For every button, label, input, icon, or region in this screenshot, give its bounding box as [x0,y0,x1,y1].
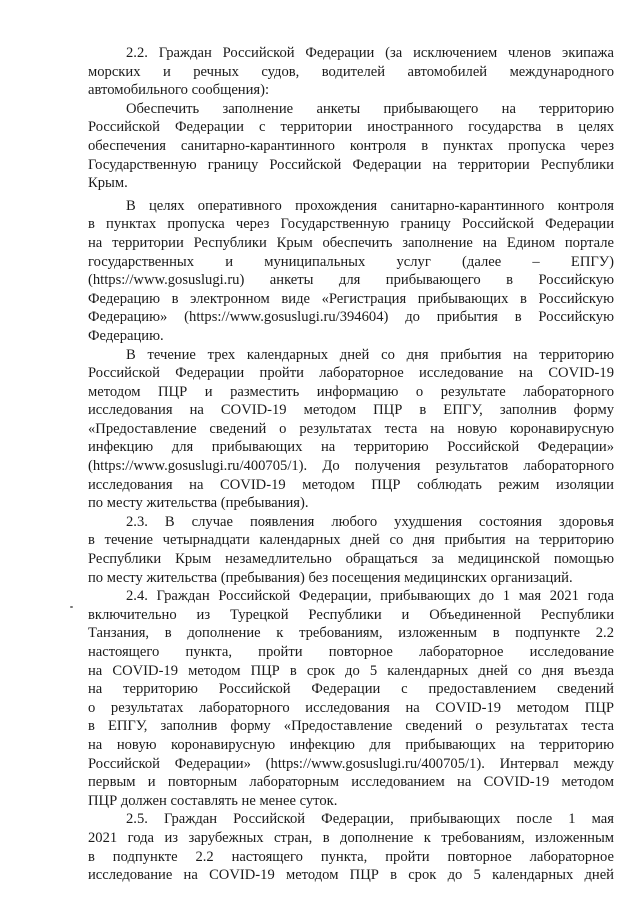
text-line: государственных и муниципальных услуг (далее – ЕПГУ) [88,253,614,270]
paragraph-2-3 [88,513,614,587]
text-line: исследования на COVID-19 методом ПЦР в ЕПГУ, заполнив форму [88,402,614,419]
text-line: включительно из Турецкой Республики и Объединенной Республики [88,606,614,623]
text-line: В целях оперативного прохождения санитарно-карантинного контроля [126,197,614,214]
text-line: Российской Федерации» (https://www.gosuslugi.ru/400705/1). Интервал между [88,755,614,772]
text-line: Федерацию» (https://www.gosuslugi.ru/394604) до прибытия в Российскую [88,309,614,326]
paragraph-epgu-registration [88,197,614,346]
text-line: первым и повторным лабораторным исследованием на COVID-19 методом [88,774,614,791]
text-line: Российской Федерации пройти лабораторное исследование на COVID-19 [88,365,614,382]
text-line: Республики Крым незамедлительно обращаться за медицинской помощью [88,551,614,568]
paragraph-anketa [88,100,614,193]
text-line: 2.2. Граждан Российской Федерации (за исключением членов экипажа [126,45,614,61]
paragraph-2-4 [88,587,614,810]
text-line: по месту жительства (пребывания). [88,495,309,512]
text-line: Государственную границу Российской Федерации на территории Республики [88,156,614,173]
text-line: на территорию Российской Федерации с предоставлением сведений [88,681,614,698]
text-line: настоящего пункта, пройти повторное лабораторное исследование [88,644,614,660]
text-line: на территории Республики Крым обеспечить заполнение на Едином портале [88,234,614,251]
text-line: инфекцию для прибывающих на территорию Российской Федерации» [88,439,614,456]
text-line: Российской Федерации с территории иностранного государства в целях [88,119,614,136]
text-line: Федерацию в электронном виде «Регистрация прибывающих в Российскую [88,290,614,307]
text-line: (https://www.gosuslugi.ru) анкеты для прибывающего в Российскую [88,272,614,289]
paragraph-2-2 [88,44,614,100]
text-line: методом ПЦР и разместить информацию о результате лабораторного [88,383,614,400]
text-line: Федерацию. [88,327,164,344]
text-line: ПЦР должен составлять не менее суток. [88,792,338,809]
text-line: 2.4. Граждан Российской Федерации, прибывающих до 1 мая 2021 года [126,588,614,605]
text-line: в подпункте 2.2 настоящего пункта, пройти повторное лабораторное [88,848,614,865]
text-line: Танзания, в дополнение к требованиям, изложенным в подпункте 2.2 [88,625,614,642]
text-line: исследования на COVID-19 методом ПЦР соблюдать режим изоляции [88,476,614,493]
text-line: по месту жительства (пребывания) без посещения медицинских организаций. [88,569,573,586]
text-line: на новую коронавирусную инфекцию для прибывающих на территорию [88,736,614,753]
text-line: 2.3. В случае появления любого ухудшения состояния здоровья [126,513,614,530]
paragraph-pcr-test [88,346,614,513]
text-line: Обеспечить заполнение анкеты прибывающего на территорию [126,100,614,117]
text-line: 2021 года из зарубежных стран, в дополнение к требованиям, изложенным [88,829,614,846]
text-line: исследование на COVID-19 методом ПЦР в срок до 5 календарных дней [88,867,614,884]
paragraph-2-5 [88,810,614,884]
text-line: обеспечения санитарно-карантинного контроля в пунктах пропуска через [88,137,614,154]
text-line: на COVID-19 методом ПЦР в срок до 5 календарных дней со дня въезда [88,662,614,679]
text-line: морских и речных судов, водителей автомобилей международного [88,63,614,80]
text-line: 2.5. Граждан Российской Федерации, прибывающих после 1 мая [126,811,614,828]
text-line: (https://www.gosuslugi.ru/400705/1). До получения результатов лабораторного [88,458,614,475]
text-line: «Предоставление сведений о результатах теста на новую коронавирусную [88,420,614,437]
text-line: в ЕПГУ, заполнив форму «Предоставление сведений о результатах теста [88,718,614,735]
text-line: автомобильного сообщения): [88,82,270,99]
scan-speck [70,606,73,608]
text-line: в пунктах пропуска через Государственную границу Российской Федерации [88,216,614,233]
text-line: В течение трех календарных дней со дня прибытия на территорию [126,346,614,363]
text-line: в течение четырнадцати календарных дней со дня прибытия на территорию [88,532,614,549]
text-line: о результатах лабораторного исследования на COVID-19 методом ПЦР [88,699,614,716]
text-line: Крым. [88,175,128,192]
